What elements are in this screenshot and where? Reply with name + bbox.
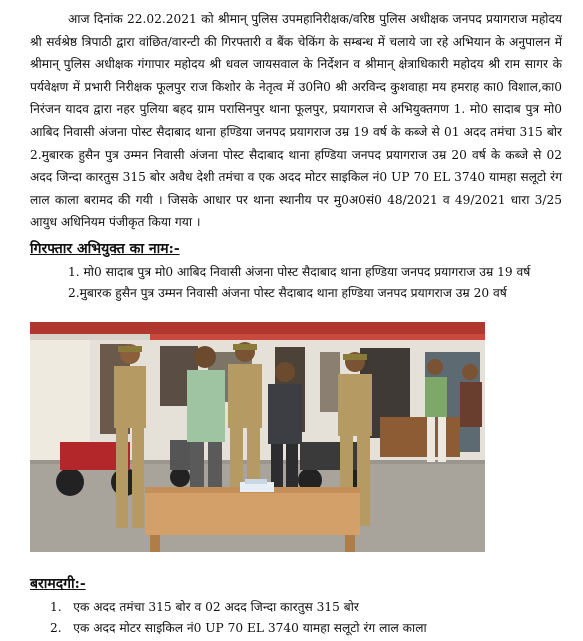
list-item: 1. मो0 सादाब पुत्र मो0 आबिद निवासी अंजना पोस्ट सैदाबाद थाना हण्डिया जनपद प्रयागराज उम्र 19 वर्ष [68,265,531,279]
recovery-heading: बरामदगी:- [30,576,86,592]
arrested-list [68,262,530,304]
list-item: 2. एक अदद मोटर साइकिल नं0 UP 70 EL 3740 यामहा सलूटो रंग लाल काला [50,621,427,635]
arrest-photo-illustration [30,322,485,552]
list-item: 2.मुबारक हुसैन पुत्र उम्मन निवासी अंजना पोस्ट सैदाबाद थाना हण्डिया जनपद प्रयागराज उम्र 20 वर्ष [68,286,507,300]
arrest-photo [30,322,485,552]
recovery-list [50,597,427,639]
arrested-heading: गिरफ्तार अभियुक्त का नाम:- [30,241,180,257]
report-paragraph: आज दिनांक 22.02.2021 को श्रीमान् पुलिस उपमहानिरीक्षक/वरिष्ठ पुलिस अधीक्षक जनपद प्रयागराज महोदय श्री सर्वश्रेष्ठ त्रिपाठी द्वारा वांछित/वारन्टी की गिरफ्तारी व बैंक चेकिंग के सम्बन्ध में चलाये जा रहे अभियान के अनुपालन में श्रीमान् पुलिस अधीक्षक गंगापार महोदय श्री धवल जायसवाल के निर्देशन व श्रीमान् क्षेत्राधिकारी महोदय श्री राम सागर के पर्यवेक्षण में प्रभारी निरीक्षक फूलपुर राज किशोर के नेतृत्व में उ0नि0 श्री अरविन्द कुशवाहा मय हमराह का0 विशाल,का0 निरंजन यादव द्वारा नहर पुलिया बहद ग्राम परासिनपुर थाना फूलपुर, प्रयागराज से अभियुक्तगण 1. मो0 सादाब पुत्र मो0 आबिद निवासी अंजना पोस्ट सैदाबाद थाना हण्डिया जनपद प्रयागराज उम्र 19 वर्ष के कब्जे से 01 अदद तमंचा 315 बोर 2.मुबारक हुसैन पुत्र उम्मन निवासी अंजना पोस्ट सैदाबाद थाना हण्डिया जनपद प्रयागराज उम्र 20 वर्ष के कब्जे से 02 अदद जिन्दा कारतुस 315 बोर अवैध देशी तमंचा व एक अदद मोटर साइकिल नं0 UP 70 EL 3740 यामहा सलूटो रंग लाल काला बरामद की गयी । जिसके आधार पर थाना स्थानीय पर मु0अ0सं0 48/2021 व 49/2021 धारा 3/25 आयुध अधिनियम पंजीकृत किया गया । [30,12,562,230]
list-item: 1. एक अदद तमंचा 315 बोर व 02 अदद जिन्दा कारतुस 315 बोर [50,600,359,614]
